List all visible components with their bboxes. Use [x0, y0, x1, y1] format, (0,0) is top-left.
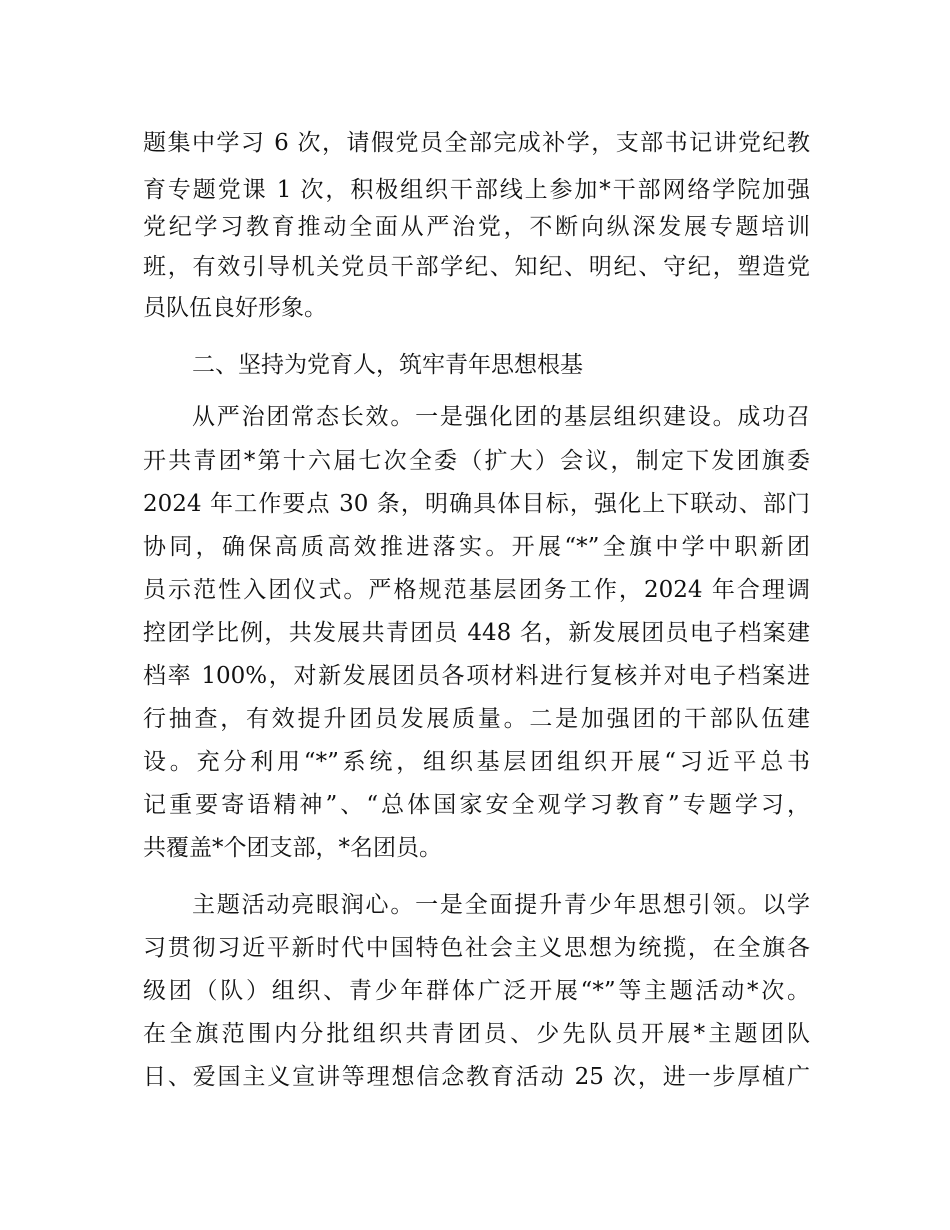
paragraph-3-line-2: 习贯彻习近平新时代中国特色社会主义思想为统揽，在全旗各 [143, 935, 810, 961]
paragraph-1-line-4: 班，有效引导机关党员干部学纪、知纪、明纪、守纪，塑造党 [143, 254, 810, 280]
paragraph-3-line-1: 主题活动亮眼润心。一是全面提升青少年思想引领。以学 [192, 892, 810, 918]
paragraph-2-line-10: 记重要寄语精神”、“总体国家安全观学习教育”专题学习， [143, 792, 810, 818]
section-heading: 二、坚持为党育人，筑牢青年思想根基 [192, 352, 583, 378]
paragraph-2-line-9: 设。充分利用“*”系统，组织基层团组织开展“习近平总书 [143, 749, 810, 775]
paragraph-1-line-2: 育专题党课 1 次，积极组织干部线上参加*干部网络学院加强 [143, 177, 810, 203]
paragraph-2-line-2: 开共青团*第十六届七次全委（扩大）会议，制定下发团旗委 [143, 448, 810, 474]
paragraph-1-line-5: 员队伍良好形象。 [143, 295, 327, 321]
paragraph-2-line-7: 档率 100%，对新发展团员各项材料进行复核并对电子档案进 [143, 663, 810, 689]
paragraph-1-line-3: 党纪学习教育推动全面从严治党，不断向纵深发展专题培训 [143, 214, 810, 240]
paragraph-2-line-8: 行抽查，有效提升团员发展质量。二是加强团的干部队伍建 [143, 706, 810, 732]
paragraph-3-line-5: 日、爱国主义宣讲等理想信念教育活动 25 次，进一步厚植广 [143, 1064, 810, 1090]
paragraph-2-line-1: 从严治团常态长效。一是强化团的基层组织建设。成功召 [192, 404, 810, 430]
paragraph-2-line-3: 2024 年工作要点 30 条，明确具体目标，强化上下联动、部门 [143, 491, 810, 517]
paragraph-2-line-11: 共覆盖*个团支部，*名团员。 [143, 835, 442, 861]
paragraph-3-line-4: 在全旗范围内分批组织共青团员、少先队员开展*主题团队 [143, 1021, 810, 1047]
paragraph-2-line-4: 协同，确保高质高效推进落实。开展“*”全旗中学中职新团 [143, 534, 810, 560]
paragraph-3-line-3: 级团（队）组织、青少年群体广泛开展“*”等主题活动*次。 [143, 978, 810, 1004]
paragraph-2-line-5: 员示范性入团仪式。严格规范基层团务工作，2024 年合理调 [143, 577, 810, 603]
paragraph-1-line-1: 题集中学习 6 次，请假党员全部完成补学，支部书记讲党纪教 [143, 130, 810, 156]
paragraph-2-line-6: 控团学比例，共发展共青团员 448 名，新发展团员电子档案建 [143, 620, 810, 646]
